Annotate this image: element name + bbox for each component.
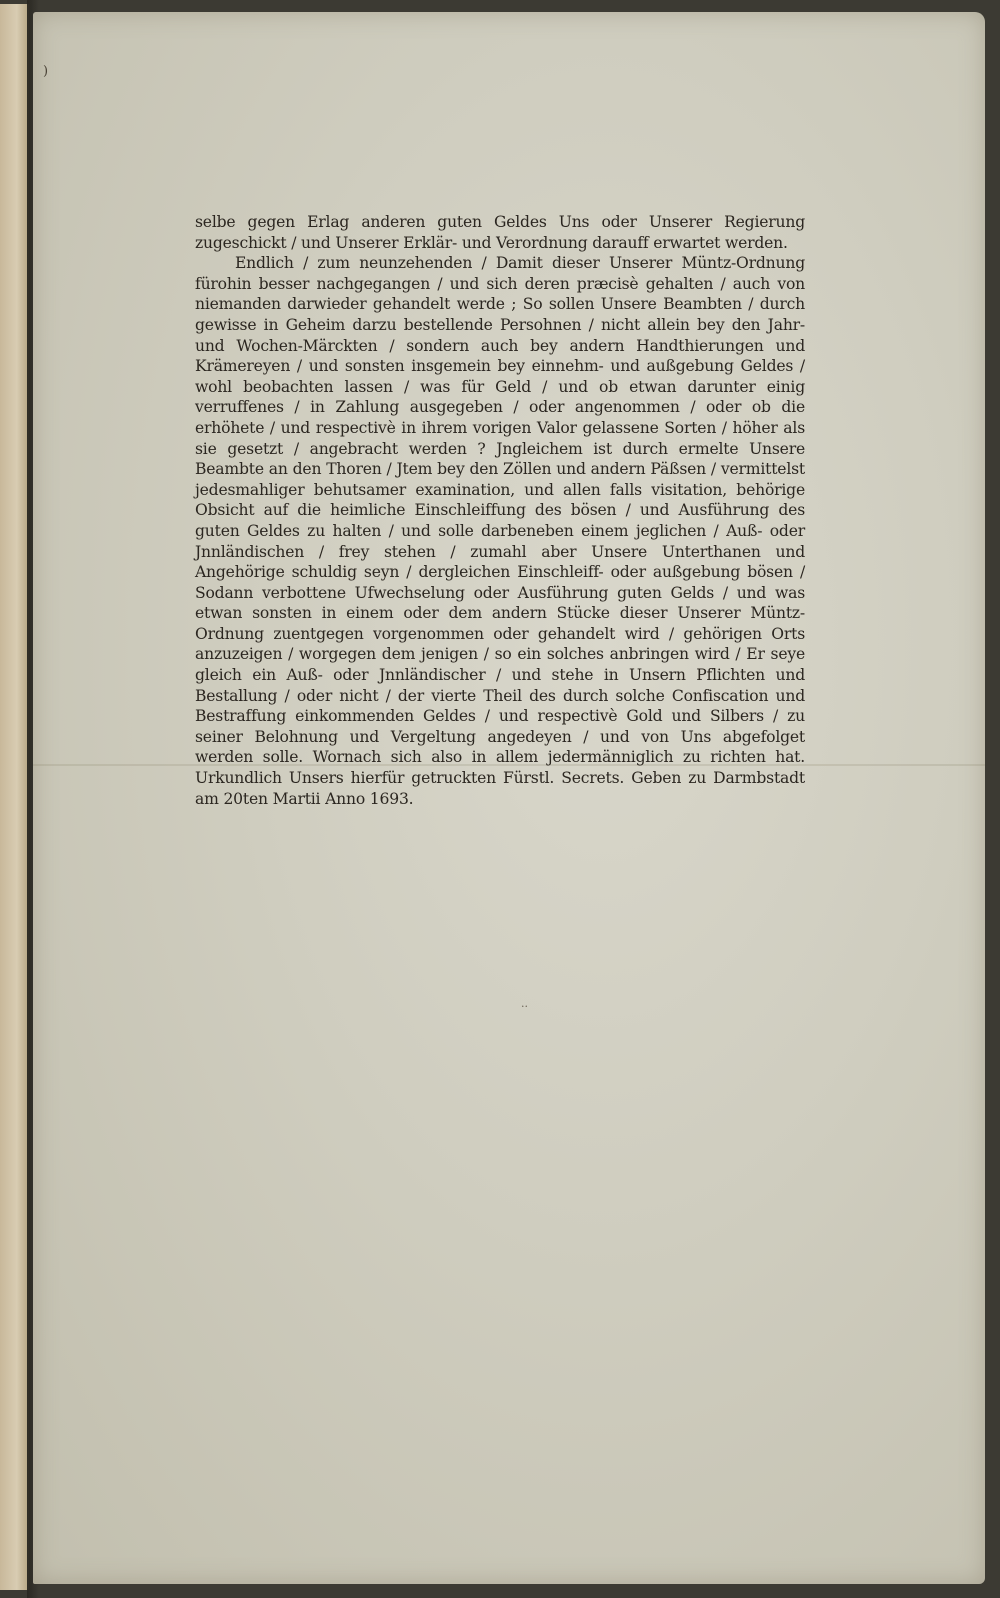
document-text xyxy=(195,212,805,809)
document-page xyxy=(33,12,985,1584)
paragraph-1: selbe gegen Erlag anderen guten Geldes Uns oder Unserer Regierung zugeschickt / und Unserer Erklär- und Verordnung darauff erwartet werden. xyxy=(195,213,805,252)
previous-page-edge xyxy=(0,4,29,1590)
paragraph-2: Endlich / zum neunzehenden / Damit dieser Unserer Müntz-Ordnung fürohin besser nachgegangen / und sich deren præcisè gehalten / auch von niemanden darwieder gehandelt werde ; So sollen Unsere Beambten / durch gewisse in Geheim darzu bestellende Persohnen / nicht allein bey den Jahr- und Wochen-Märckten / sondern auch bey andern Handthierungen und Krämereyen / und sonsten insgemein bey einnehm- und außgebung Geldes / wohl beobachten lassen / was für Geld / und ob etwan darunter einig verruffenes / in Zahlung ausgegeben / oder angenommen / oder ob die erhöhete / und respectivè in ihrem vorigen Valor gelassene Sorten / höher als sie gesetzt / angebracht werden ? Jngleichem ist durch ermelte Unsere Beambte an den Thoren / Jtem bey den Zöllen und andern Päßsen / vermittelst jedesmahliger behutsamer examination, und allen falls visitation, behörige Obsicht auf die heimliche Einschleiffung des bösen / und Ausführung des guten Geldes zu halten / und solle darbeneben einem jeglichen / Auß- oder Jnnländischen / frey stehen / zumahl aber Unsere Unterthanen und Angehörige schuldig seyn / dergleichen Einschleiff- oder außgebung bösen / Sodann verbottene Ufwechselung oder Ausführung guten Gelds / und was etwan sonsten in einem oder dem andern Stücke dieser Unserer Müntz-Ordnung zuentgegen vorgenommen oder gehandelt wird / gehörigen Orts anzuzeigen / worgegen dem jenigen / so ein solches anbringen wird / Er seye gleich ein Auß- oder Jnnländischer / und stehe in Unsern Pflichten und Bestallung / oder nicht / der vierte Theil des durch solche Confiscation und Bestraffung einkommenden Geldes / und respectivè Gold und Silbers / zu seiner Belohnung und Vergeltung angedeyen / und von Uns abgefolget werden solle. Wornach sich also in allem jedermänniglich zu richten hat. Urkundlich Unsers hierfür getruckten Fürstl. Secrets. Geben zu Darmbstadt am 20ten Martii Anno 1693. xyxy=(195,254,805,808)
page-mark: ) xyxy=(43,64,49,79)
small-mark: .. xyxy=(521,997,528,1010)
